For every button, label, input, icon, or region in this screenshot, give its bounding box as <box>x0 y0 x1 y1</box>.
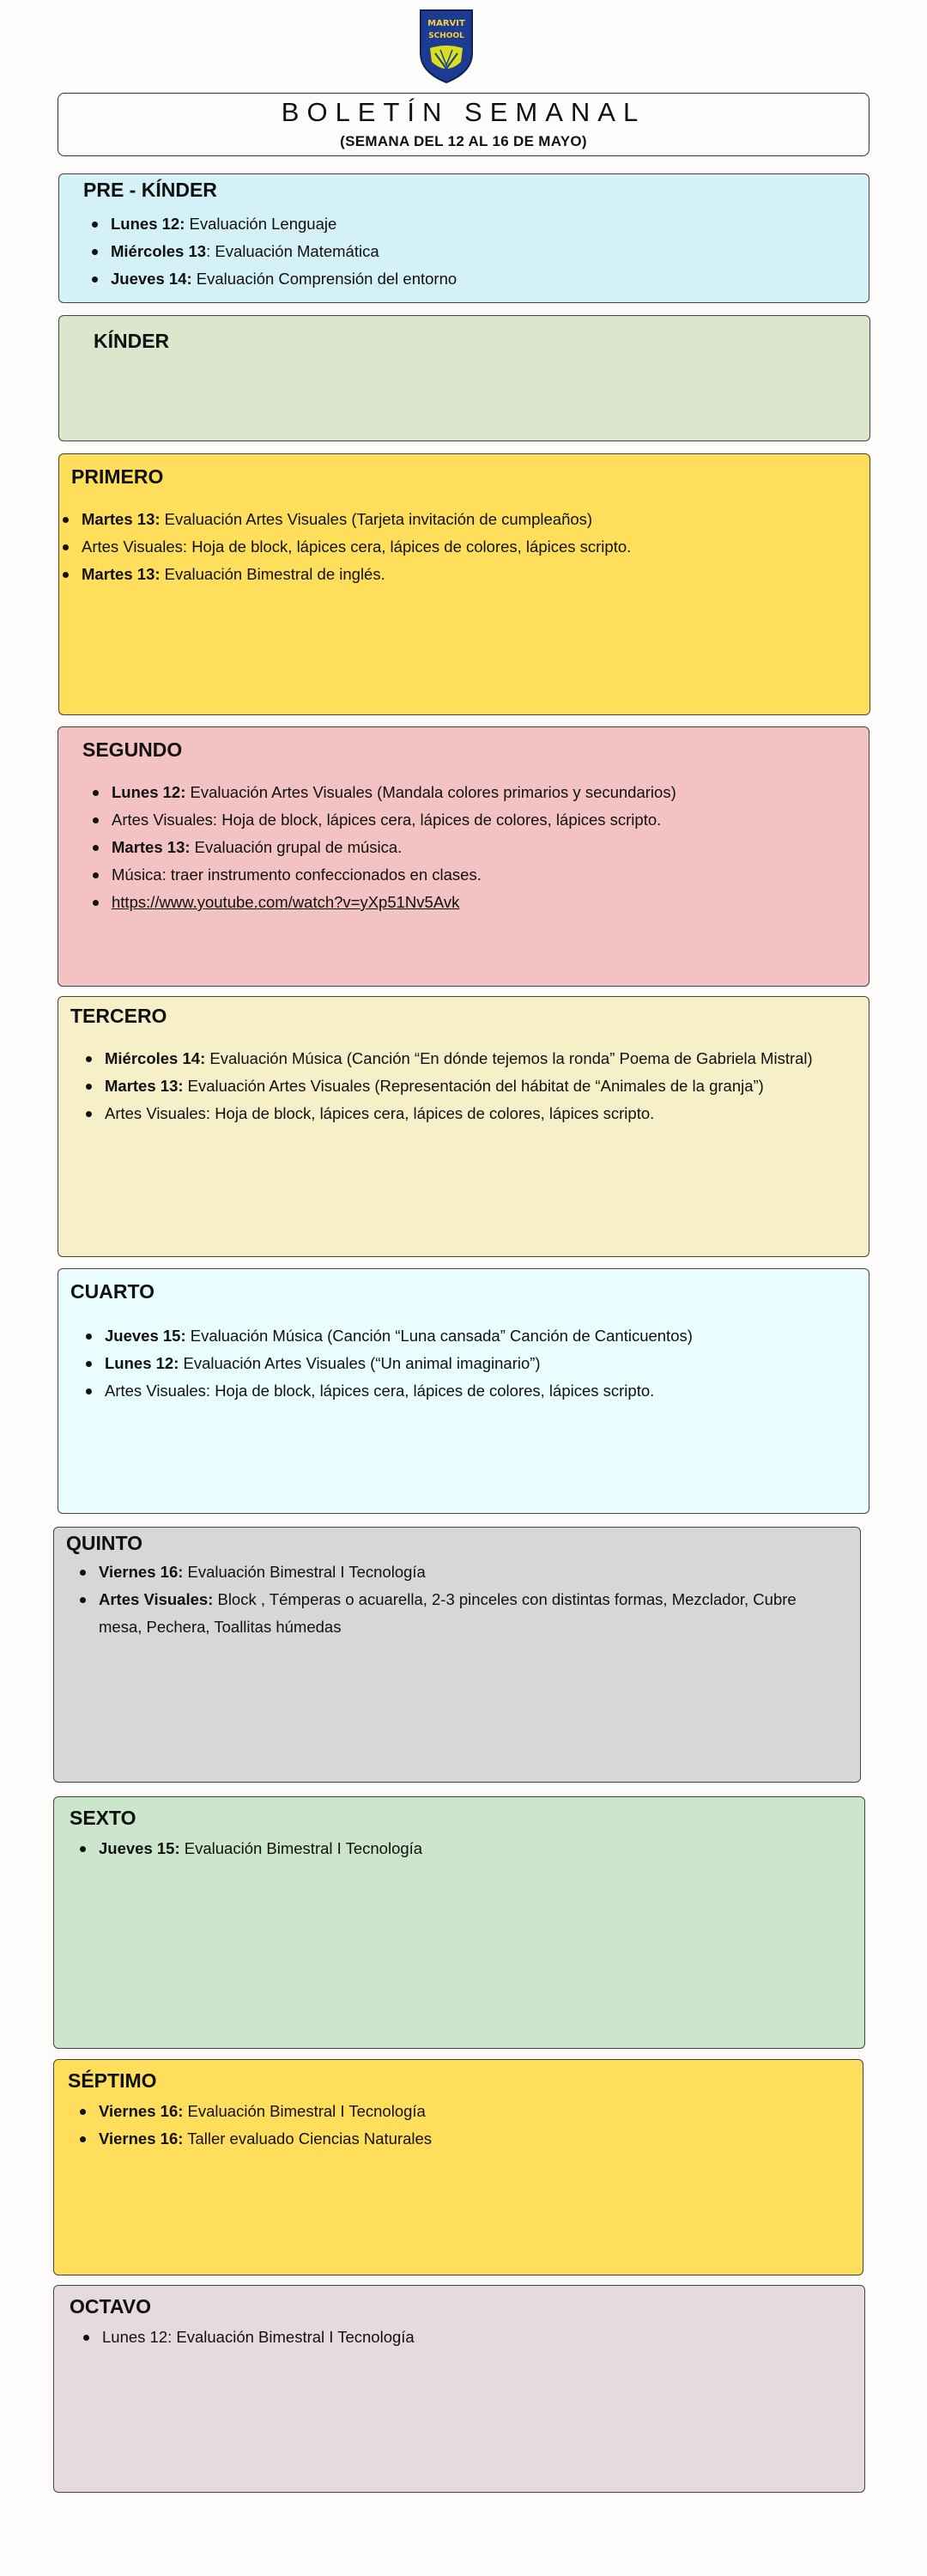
item-day: Martes 13: <box>82 565 161 583</box>
item-text: Block , Témperas o acuarella, 2-3 pinceles con distintas formas, Mezclador, Cubre mesa, Pechera, Toallitas húmedas <box>99 1590 797 1636</box>
section-title: SÉPTIMO <box>68 2069 157 2092</box>
school-crest-icon <box>418 9 475 84</box>
logo-text-bottom: SCHOOL <box>428 32 464 40</box>
item-text: Evaluación Lenguaje <box>185 215 337 233</box>
item-day: Miércoles 13 <box>111 242 207 260</box>
section-septimo <box>53 2059 863 2275</box>
item-day: Viernes 16: <box>99 1563 184 1581</box>
item-day: Jueves 14: <box>111 270 192 288</box>
section-title: PRE - KÍNDER <box>83 179 217 201</box>
item-list <box>90 210 869 293</box>
item-list <box>91 779 869 916</box>
item-day: Lunes 12: <box>105 1354 179 1372</box>
section-title: PRIMERO <box>71 465 164 488</box>
item-list <box>84 1045 869 1127</box>
item-text: Evaluación Comprensión del entorno <box>191 270 457 288</box>
item-day: Jueves 15: <box>105 1327 186 1345</box>
item-text: Evaluación Bimestral de inglés. <box>160 565 385 583</box>
item-text: Evaluación grupal de música. <box>190 838 403 856</box>
item-day: Lunes 12: <box>111 215 185 233</box>
item-list <box>61 506 869 588</box>
item-text: Evaluación Artes Visuales (Tarjeta invitación de cumpleaños) <box>160 510 593 528</box>
section-title: TERCERO <box>70 1005 167 1027</box>
item-text: Evaluación Artes Visuales (Mandala colores primarios y secundarios) <box>185 783 676 801</box>
list-item <box>90 265 869 293</box>
item-day: Viernes 16: <box>99 2129 184 2148</box>
section-cuarto <box>58 1268 869 1514</box>
item-day: Lunes 12: <box>112 783 186 801</box>
list-item <box>78 2125 863 2153</box>
list-item <box>61 506 869 533</box>
item-text: : Evaluación Matemática <box>206 242 379 260</box>
item-text: Música: traer instrumento confeccionados en clases. <box>112 866 482 884</box>
item-text: Evaluación Bimestral I Tecnología <box>183 2102 426 2120</box>
section-title: QUINTO <box>66 1532 143 1554</box>
section-segundo <box>58 726 869 987</box>
section-title: OCTAVO <box>70 2295 151 2318</box>
section-title: SEXTO <box>70 1807 136 1829</box>
section-title: CUARTO <box>70 1280 154 1303</box>
item-text: Artes Visuales: Hoja de block, lápices cera, lápices de colores, lápices scripto. <box>105 1382 655 1400</box>
page-title: BOLETÍN SEMANAL <box>281 97 646 127</box>
item-day: Artes Visuales: <box>99 1590 214 1608</box>
list-item <box>61 561 869 588</box>
list-item <box>84 1072 869 1100</box>
list-item <box>91 889 869 916</box>
section-quinto <box>53 1527 861 1783</box>
list-item <box>78 1586 860 1641</box>
item-list <box>84 1322 869 1405</box>
item-day: Martes 13: <box>112 838 191 856</box>
item-text: Evaluación Música (Canción “En dónde tejemos la ronda” Poema de Gabriela Mistral) <box>205 1049 813 1067</box>
item-text: Evaluación Artes Visuales (Representación del hábitat de “Animales de la granja”) <box>183 1077 764 1095</box>
list-item <box>84 1045 869 1072</box>
list-item <box>78 1558 860 1586</box>
list-item <box>91 834 869 861</box>
section-prekinder <box>58 173 869 303</box>
bulletin-header <box>58 93 869 156</box>
list-item <box>90 238 869 265</box>
section-sexto <box>53 1796 865 2049</box>
youtube-link[interactable]: https://www.youtube.com/watch?v=yXp51Nv5Avk <box>112 893 460 911</box>
item-text: Artes Visuales: Hoja de block, lápices cera, lápices de colores, lápices scripto. <box>82 538 632 556</box>
item-text: Evaluación Música (Canción “Luna cansada” Canción de Canticuentos) <box>185 1327 693 1345</box>
item-list <box>82 2324 864 2351</box>
item-day: Jueves 15: <box>99 1839 180 1857</box>
item-day: Viernes 16: <box>99 2102 184 2120</box>
list-item <box>90 210 869 238</box>
section-title: SEGUNDO <box>82 738 183 761</box>
list-item <box>61 533 869 561</box>
section-kinder <box>58 315 870 441</box>
list-item <box>91 806 869 834</box>
list-item <box>84 1100 869 1127</box>
list-item <box>91 861 869 889</box>
section-title: KÍNDER <box>94 330 170 352</box>
list-item <box>84 1377 869 1405</box>
item-text: Evaluación Bimestral I Tecnología <box>183 1563 426 1581</box>
list-item <box>82 2324 864 2351</box>
item-text: Evaluación Artes Visuales (“Un animal imaginario”) <box>179 1354 541 1372</box>
item-day: Martes 13: <box>82 510 161 528</box>
item-day: Martes 13: <box>105 1077 184 1095</box>
item-text: Evaluación Bimestral I Tecnología <box>179 1839 423 1857</box>
section-primero <box>58 453 870 715</box>
section-tercero <box>58 996 869 1257</box>
item-list <box>78 2098 863 2153</box>
item-text: Artes Visuales: Hoja de block, lápices cera, lápices de colores, lápices scripto. <box>105 1104 655 1122</box>
list-item <box>78 2098 863 2125</box>
page-subtitle: (SEMANA DEL 12 AL 16 DE MAYO) <box>340 133 587 149</box>
list-item <box>78 1835 864 1862</box>
list-item <box>91 779 869 806</box>
section-octavo <box>53 2285 865 2493</box>
item-day: Miércoles 14: <box>105 1049 206 1067</box>
list-item <box>84 1322 869 1350</box>
list-item <box>84 1350 869 1377</box>
item-list <box>78 1835 864 1862</box>
item-list <box>78 1558 860 1641</box>
logo-text-top: MARVIT <box>427 19 465 28</box>
item-text: Lunes 12: Evaluación Bimestral I Tecnología <box>102 2328 415 2346</box>
item-text: Artes Visuales: Hoja de block, lápices cera, lápices de colores, lápices scripto. <box>112 811 662 829</box>
item-text: Taller evaluado Ciencias Naturales <box>183 2129 433 2148</box>
